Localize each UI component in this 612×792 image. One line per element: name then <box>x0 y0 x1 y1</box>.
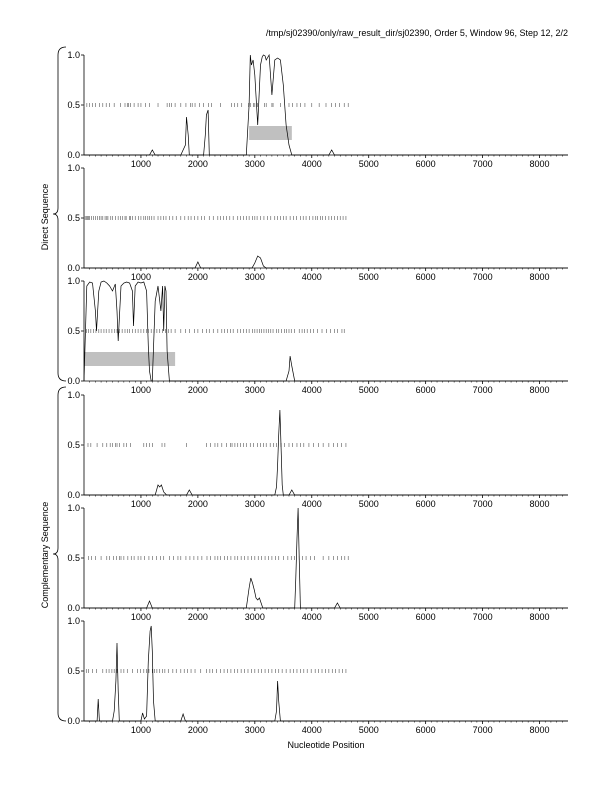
panel-1 <box>67 50 568 169</box>
x-tick-label: 2000 <box>187 385 208 395</box>
panel-3 <box>67 276 568 395</box>
x-tick-label: 1000 <box>130 272 151 282</box>
group-label-direct: Direct Sequence <box>40 183 50 251</box>
series-line <box>84 410 568 495</box>
x-tick-label: 3000 <box>244 159 265 169</box>
x-tick-label: 8000 <box>529 725 550 735</box>
x-tick-label: 6000 <box>415 385 436 395</box>
panel-5 <box>67 503 568 622</box>
y-tick-label: 1.0 <box>67 503 80 513</box>
series-line <box>84 626 568 721</box>
y-tick-label: 0.0 <box>67 376 80 386</box>
x-axis-label: Nucleotide Position <box>287 740 365 750</box>
x-tick-label: 7000 <box>472 159 493 169</box>
x-tick-label: 5000 <box>358 725 379 735</box>
x-tick-label: 3000 <box>244 612 265 622</box>
x-tick-label: 2000 <box>187 272 208 282</box>
x-tick-label: 3000 <box>244 385 265 395</box>
x-tick-label: 5000 <box>358 159 379 169</box>
x-tick-label: 8000 <box>529 159 550 169</box>
y-tick-label: 1.0 <box>67 276 80 286</box>
x-tick-label: 2000 <box>187 725 208 735</box>
x-tick-label: 7000 <box>472 499 493 509</box>
y-tick-label: 1.0 <box>67 616 80 626</box>
x-tick-label: 2000 <box>187 612 208 622</box>
x-tick-label: 4000 <box>301 159 322 169</box>
panel-2 <box>67 163 568 282</box>
x-tick-label: 5000 <box>358 612 379 622</box>
group-bracket <box>53 47 66 381</box>
y-tick-label: 1.0 <box>67 163 80 173</box>
x-tick-label: 8000 <box>529 272 550 282</box>
x-tick-label: 2000 <box>187 499 208 509</box>
x-tick-label: 1000 <box>130 612 151 622</box>
y-tick-label: 0.0 <box>67 150 80 160</box>
x-tick-label: 8000 <box>529 385 550 395</box>
panel-6 <box>67 616 568 735</box>
x-tick-label: 3000 <box>244 725 265 735</box>
x-tick-label: 6000 <box>415 159 436 169</box>
x-tick-label: 3000 <box>244 499 265 509</box>
highlight-region <box>249 126 292 140</box>
x-tick-label: 6000 <box>415 272 436 282</box>
x-tick-label: 4000 <box>301 725 322 735</box>
y-tick-label: 0.0 <box>67 263 80 273</box>
y-tick-label: 0.0 <box>67 716 80 726</box>
x-tick-label: 5000 <box>358 272 379 282</box>
x-tick-label: 7000 <box>472 612 493 622</box>
x-tick-label: 8000 <box>529 612 550 622</box>
x-tick-label: 5000 <box>358 499 379 509</box>
x-tick-label: 4000 <box>301 385 322 395</box>
x-tick-label: 6000 <box>415 725 436 735</box>
group-brackets <box>53 47 66 721</box>
x-tick-label: 4000 <box>301 612 322 622</box>
y-tick-label: 1.0 <box>67 390 80 400</box>
y-tick-label: 0.5 <box>67 100 80 110</box>
y-tick-label: 0.5 <box>67 213 80 223</box>
x-tick-label: 3000 <box>244 272 265 282</box>
y-tick-label: 0.5 <box>67 666 80 676</box>
x-tick-label: 1000 <box>130 385 151 395</box>
x-tick-label: 1000 <box>130 725 151 735</box>
series-line <box>84 256 568 268</box>
y-tick-label: 0.0 <box>67 603 80 613</box>
y-tick-label: 0.5 <box>67 553 80 563</box>
x-tick-label: 7000 <box>472 725 493 735</box>
x-tick-label: 5000 <box>358 385 379 395</box>
x-tick-label: 2000 <box>187 159 208 169</box>
y-tick-label: 1.0 <box>67 50 80 60</box>
group-bracket <box>53 387 66 721</box>
y-tick-label: 0.0 <box>67 490 80 500</box>
x-tick-label: 7000 <box>472 272 493 282</box>
x-tick-label: 7000 <box>472 385 493 395</box>
x-tick-label: 6000 <box>415 499 436 509</box>
x-tick-label: 4000 <box>301 499 322 509</box>
y-tick-label: 0.5 <box>67 440 80 450</box>
y-tick-label: 0.5 <box>67 326 80 336</box>
x-tick-label: 1000 <box>130 499 151 509</box>
figure-header: /tmp/sj02390/only/raw_result_dir/sj02390, Order 5, Window 96, Step 12, 2/2 <box>265 28 568 38</box>
x-tick-label: 8000 <box>529 499 550 509</box>
x-tick-label: 4000 <box>301 272 322 282</box>
panel-4 <box>67 390 568 509</box>
group-label-complementary: Complementary Sequence <box>40 501 50 609</box>
panels <box>67 50 568 735</box>
highlight-region <box>84 352 175 366</box>
x-tick-label: 6000 <box>415 612 436 622</box>
x-tick-label: 1000 <box>130 159 151 169</box>
